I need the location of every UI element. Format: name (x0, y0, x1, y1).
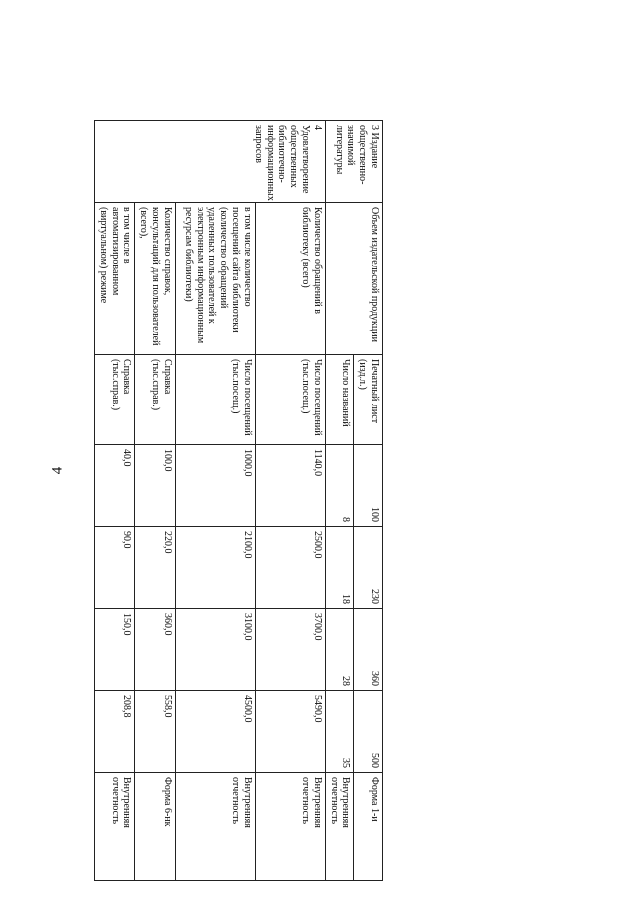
table-row (354, 121, 383, 881)
value-cell: 35 (325, 691, 354, 773)
value-cell: 40,0 (95, 445, 135, 527)
value-cell: 100 (354, 445, 383, 527)
indicator-cell: Количество справок, консультаций для пользователей (всего), (135, 203, 175, 355)
value-cell: 2500,0 (255, 527, 325, 609)
table-row (135, 121, 175, 881)
page-number: 4 (49, 466, 66, 475)
source-cell: Внутренняя отчетность (175, 773, 255, 881)
indicator-cell: в том числе в автоматизированном (виртуальном) режиме (95, 203, 135, 355)
value-cell: 90,0 (95, 527, 135, 609)
value-cell: 360,0 (135, 609, 175, 691)
value-cell: 3100,0 (175, 609, 255, 691)
rotated-table-container (97, 120, 383, 880)
table-row (95, 121, 135, 881)
table-row (255, 121, 325, 881)
data-table (94, 120, 383, 881)
value-cell: 100,0 (135, 445, 175, 527)
value-cell: 18 (325, 527, 354, 609)
value-cell: 4500,0 (175, 691, 255, 773)
value-cell: 5490,0 (255, 691, 325, 773)
indicator-cell: Объем издательской продукции (325, 203, 382, 355)
unit-cell: Число посещений (тыс.посещ.) (175, 355, 255, 445)
unit-cell: Справка (тыс.справ.) (135, 355, 175, 445)
unit-cell: Печатный лист (изд.л.) (354, 355, 383, 445)
indicator-cell: Количество обращений в библиотеку (всего) (255, 203, 325, 355)
unit-cell: Число названий (325, 355, 354, 445)
unit-cell: Число посещений (тыс.посещ.) (255, 355, 325, 445)
value-cell: 1000,0 (175, 445, 255, 527)
source-cell: Внутренняя отчетность (255, 773, 325, 881)
value-cell: 150,0 (95, 609, 135, 691)
value-cell: 1140,0 (255, 445, 325, 527)
source-cell: Внутренняя отчетность (95, 773, 135, 881)
section-cell: 3 Издание общественно-значимой литературы (325, 121, 382, 203)
value-cell: 2100,0 (175, 527, 255, 609)
source-cell: Форма 6-нк (135, 773, 175, 881)
value-cell: 208,8 (95, 691, 135, 773)
section-cell: 4 Удовлетворение общественных библиотечно-информационных запросов (95, 121, 326, 203)
value-cell: 500 (354, 691, 383, 773)
source-cell: Внутренняя отчетность (325, 773, 354, 881)
table-row (175, 121, 255, 881)
source-cell: Форма 1-и (354, 773, 383, 881)
value-cell: 558,0 (135, 691, 175, 773)
unit-cell: Справка (тыс.справ.) (95, 355, 135, 445)
value-cell: 8 (325, 445, 354, 527)
value-cell: 28 (325, 609, 354, 691)
value-cell: 220,0 (135, 527, 175, 609)
indicator-cell: в том числе количество посещений сайта библиотеки (количество обращений удаленных пользователей к электронным информационным ресурсам библиотеки) (175, 203, 255, 355)
value-cell: 3700,0 (255, 609, 325, 691)
value-cell: 230 (354, 527, 383, 609)
value-cell: 360 (354, 609, 383, 691)
